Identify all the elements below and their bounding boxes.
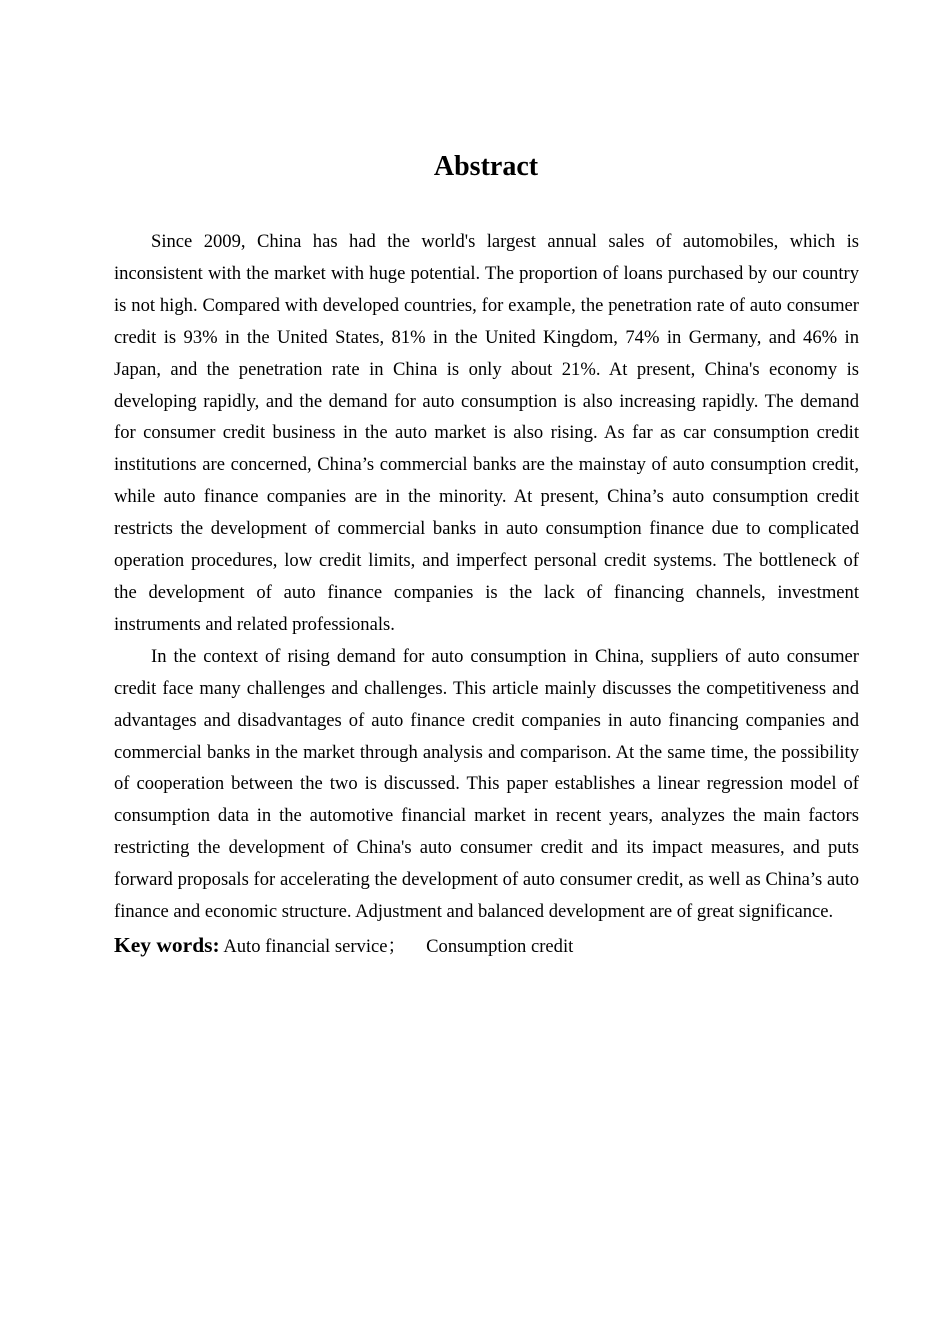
abstract-paragraph-2: In the context of rising demand for auto consumption in China, suppliers of auto consumer credit face many challenges and challenges. This article mainly discusses the competitiveness and advantages and disadvantages of auto finance credit companies in auto financing companies and commercial banks in the market through analysis and comparison. At the same time, the possibility of cooperation between the two is discussed. This paper establishes a linear regression model of consumption data in the automotive financial market in recent years, analyzes the main factors restricting the development of China's auto consumer credit and its impact measures, and puts forward proposals for accelerating the development of auto consumer credit, as well as China’s auto finance and economic structure. Adjustment and balanced development are of great significance. — [114, 645, 859, 923]
abstract-title: Abstract — [433, 151, 539, 182]
keywords-label: Key words: — [114, 932, 220, 957]
abstract-paragraph-1: Since 2009, China has had the world's largest annual sales of automobiles, which is inconsistent with the market with huge potential. The proportion of loans purchased by our country is not high. Compared with developed countries, for example, the penetration rate of auto consumer credit is 93% in the United States, 81% in the United Kingdom, 74% in Germany, and 46% in Japan, and the penetration rate in China is only about 21%. At present, China's economy is developing rapidly, and the demand for auto consumption is also increasing rapidly. The demand for consumer credit business in the auto market is also rising. As far as car consumption credit institutions are concerned, China’s commercial banks are the mainstay of auto consumption credit, while auto finance companies are in the minority. At present, China’s auto consumption credit restricts the development of commercial banks in auto consumption finance due to complicated operation procedures, low credit limits, and imperfect personal credit systems. The bottleneck of the development of auto finance companies is the lack of financing channels, investment instruments and related professionals. — [114, 231, 859, 635]
keyword-item: Consumption credit — [426, 935, 574, 957]
keywords-line — [114, 929, 859, 963]
keyword-item: Auto financial service — [223, 935, 388, 957]
keyword-separator: ； — [387, 935, 407, 957]
abstract-body — [114, 226, 859, 963]
